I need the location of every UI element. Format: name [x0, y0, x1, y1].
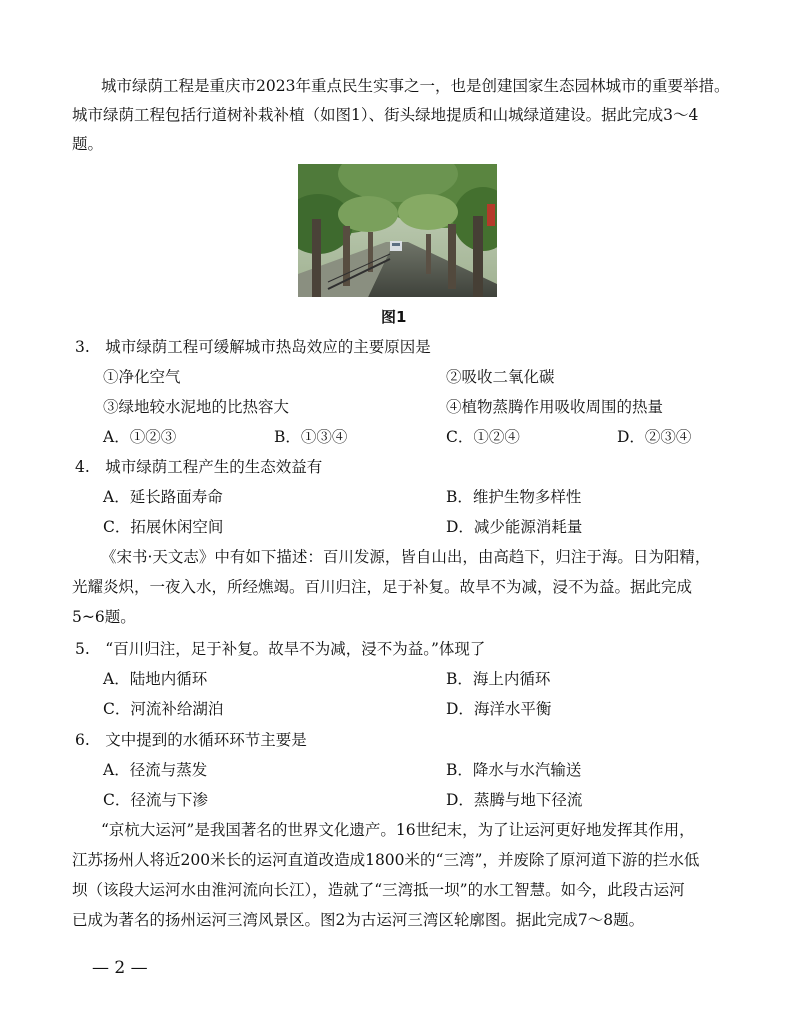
- q4-option-d[interactable]: D．减少能源消耗量: [446, 518, 583, 536]
- q6-option-c[interactable]: C．径流与下渗: [103, 791, 208, 809]
- question-6-stem: 6. 文中提到的水循环环节主要是: [75, 731, 307, 749]
- q5-option-a[interactable]: A．陆地内循环: [103, 670, 208, 688]
- q3-option-b[interactable]: B．①③④: [274, 428, 348, 446]
- q6-option-b[interactable]: B．降水与水汽输送: [446, 761, 582, 779]
- q3-option-c[interactable]: C．①②④: [446, 428, 520, 446]
- q3-statement-2: ②吸收二氧化碳: [446, 368, 555, 386]
- passage-3-line-1: “京杭大运河”是我国著名的世界文化遗产。16世纪末，为了让运河更好地发挥其作用，: [101, 821, 695, 839]
- passage-3-line-2: 江苏扬州人将近200米长的运河直道改造成1800米的“三湾”，并废除了原河道下游的拦水低: [72, 851, 700, 869]
- q3-statement-1: ①净化空气: [103, 368, 181, 386]
- figure-1-photo: [298, 164, 497, 297]
- q5-option-b[interactable]: B．海上内循环: [446, 670, 551, 688]
- q4-option-b[interactable]: B．维护生物多样性: [446, 488, 582, 506]
- question-3-stem: 3. 城市绿荫工程可缓解城市热岛效应的主要原因是: [75, 338, 431, 356]
- passage-2-line-1: 《宋书·天文志》中有如下描述：百川发源，皆自山出，由高趋下，归注于海。日为阳精，: [101, 548, 711, 566]
- figure-1-caption: 图1: [381, 308, 407, 326]
- passage-2-line-2: 光耀炎炽，一夜入水，所经燋竭。百川归注，足于补复。故旱不为减，浸不为益。据此完成: [72, 578, 693, 596]
- q3-option-d[interactable]: D．②③④: [617, 428, 692, 446]
- q6-option-d[interactable]: D．蒸腾与地下径流: [446, 791, 583, 809]
- passage-2-line-3: 5~6题。: [72, 608, 136, 626]
- q3-statement-3: ③绿地较水泥地的比热容大: [103, 398, 290, 416]
- passage-1-line-2: 城市绿荫工程包括行道树补栽补植（如图1）、街头绿地提质和山城绿道建设。据此完成3～4: [72, 106, 699, 124]
- question-5-stem: 5. “百川归注，足于补复。故旱不为减，浸不为益。”体现了: [75, 640, 486, 658]
- passage-1-line-1: 城市绿荫工程是重庆市2023年重点民生实事之一，也是创建国家生态园林城市的重要举措。: [101, 77, 730, 95]
- q4-option-c[interactable]: C．拓展休闲空间: [103, 518, 224, 536]
- question-4-stem: 4. 城市绿荫工程产生的生态效益有: [75, 458, 323, 476]
- q4-option-a[interactable]: A．延长路面寿命: [103, 488, 223, 506]
- passage-3-line-4: 已成为著名的扬州运河三湾风景区。图2为古运河三湾区轮廓图。据此完成7～8题。: [72, 911, 645, 929]
- q5-option-d[interactable]: D．海洋水平衡: [446, 700, 552, 718]
- q6-option-a[interactable]: A．径流与蒸发: [103, 761, 208, 779]
- q3-statement-4: ④植物蒸腾作用吸收周围的热量: [446, 398, 664, 416]
- passage-1-line-3: 题。: [72, 135, 104, 153]
- q3-option-a[interactable]: A．①②③: [103, 428, 177, 446]
- page-number: — 2 —: [92, 958, 148, 978]
- q5-option-c[interactable]: C．河流补给湖泊: [103, 700, 224, 718]
- passage-3-line-3: 坝（该段大运河水由淮河流向长江），造就了“三湾抵一坝”的水工智慧。如今，此段古运河: [72, 881, 685, 899]
